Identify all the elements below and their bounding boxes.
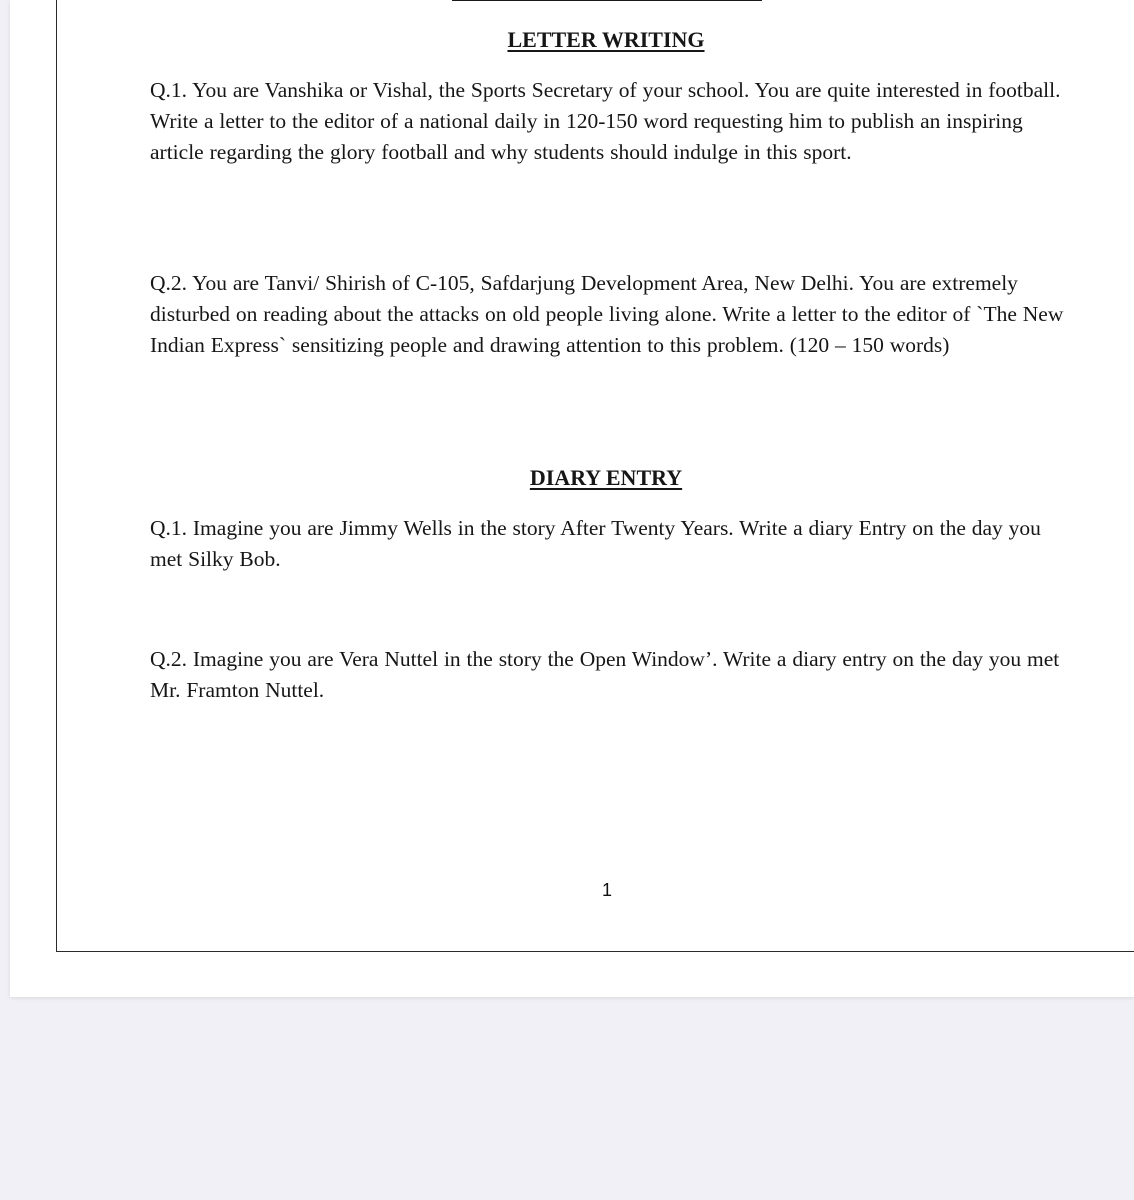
question-text: Q.1. You are Vanshika or Vishal, the Sports Secretary of your school. You are quite interested in football. Write a letter to the editor of a national daily in 120-150 word requesting him to publish an inspiring article regarding the glory football and why students should indulge in this sport. [150, 78, 1061, 164]
question-text: Q.2. Imagine you are Vera Nuttel in the story the Open Window’. Write a diary entry on the day you met Mr. Framton Nuttel. [150, 647, 1060, 702]
diary-entry-heading: DIARY ENTRY [529, 465, 683, 490]
letter-question-2 [150, 268, 1070, 361]
diary-question-1 [150, 513, 1070, 575]
letter-writing-heading: LETTER WRITING [507, 27, 705, 52]
letter-question-1 [150, 75, 1070, 168]
page-number: 1 [601, 880, 612, 900]
top-divider-line [452, 0, 762, 1]
question-text: Q.1. Imagine you are Jimmy Wells in the story After Twenty Years. Write a diary Entry on the day you met Silky Bob. [150, 516, 1041, 571]
question-text: Q.2. You are Tanvi/ Shirish of C-105, Safdarjung Development Area, New Delhi. You are extremely disturbed on reading about the attacks on old people living alone. Write a letter to the editor of `The New Indian Express` sensitizing people and drawing attention to this problem. (120 – 150 words) [150, 271, 1064, 357]
diary-question-2 [150, 644, 1070, 706]
